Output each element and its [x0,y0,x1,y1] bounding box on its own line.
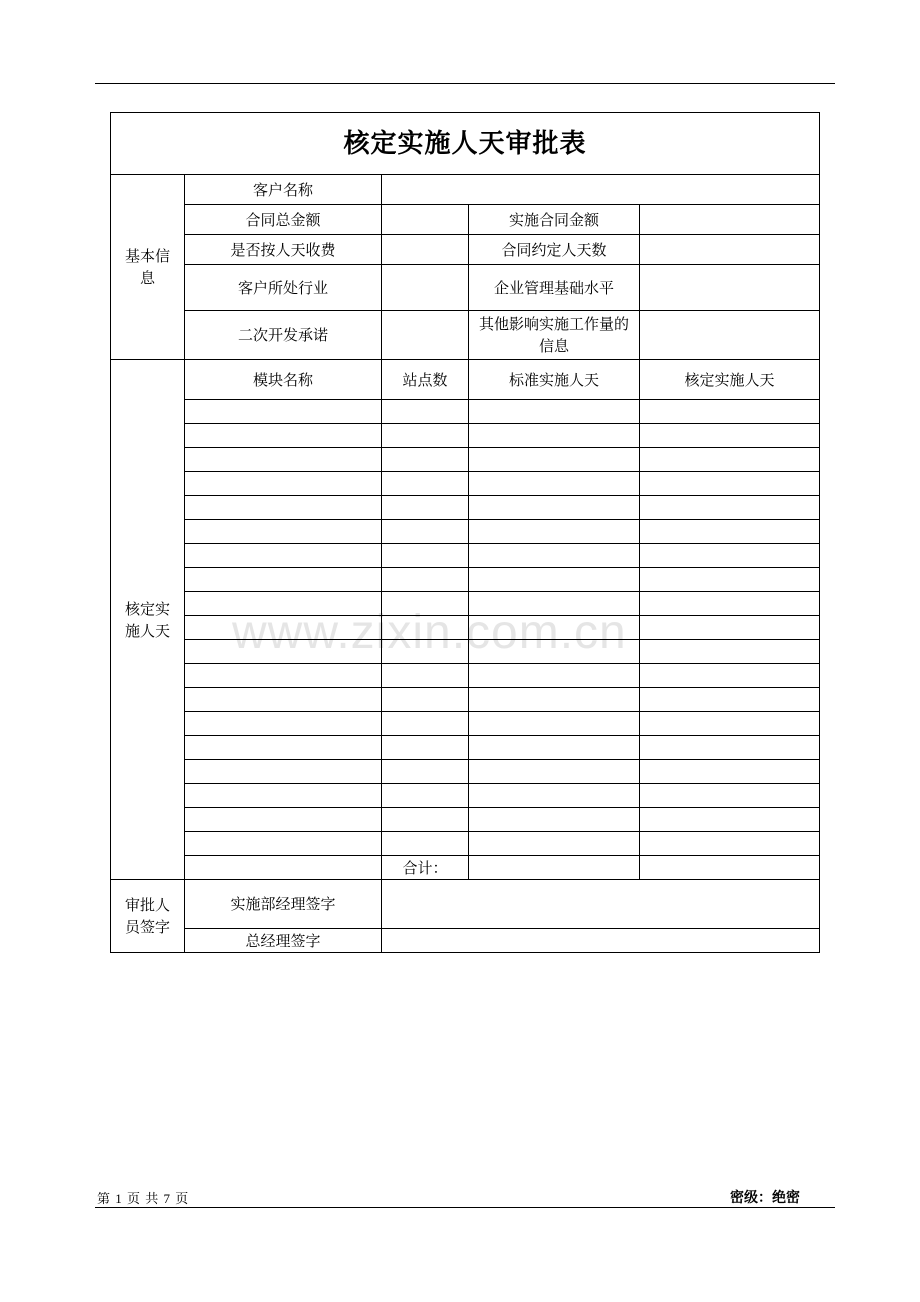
module-name-field[interactable] [185,640,382,664]
site-count-field[interactable] [382,568,469,592]
module-name-field[interactable] [185,616,382,640]
module-row [111,736,820,760]
gm-sign-label: 总经理签字 [185,929,382,953]
module-row [111,496,820,520]
module-name-field[interactable] [185,712,382,736]
site-count-field[interactable] [382,664,469,688]
classification-label: 密级：绝密 [730,1190,800,1206]
approved-days-field[interactable] [640,832,820,856]
module-name-field[interactable] [185,520,382,544]
module-row [111,448,820,472]
secondary-dev-field[interactable] [382,311,469,360]
contract-days-label: 合同约定人天数 [469,235,640,265]
approved-days-field[interactable] [640,808,820,832]
site-count-field[interactable] [382,808,469,832]
approved-days-field[interactable] [640,784,820,808]
site-count-field[interactable] [382,688,469,712]
module-name-field[interactable] [185,400,382,424]
standard-days-field[interactable] [469,400,640,424]
module-row [111,400,820,424]
header-rule [95,83,835,84]
approved-days-field[interactable] [640,592,820,616]
standard-days-field[interactable] [469,712,640,736]
contract-total-field[interactable] [382,205,469,235]
module-row [111,760,820,784]
standard-days-field[interactable] [469,664,640,688]
site-count-field[interactable] [382,496,469,520]
module-name-field[interactable] [185,544,382,568]
column-header-approved-days: 核定实施人天 [640,360,820,400]
impl-manager-sign-field[interactable] [382,880,820,929]
site-count-field[interactable] [382,544,469,568]
standard-days-field[interactable] [469,808,640,832]
industry-label: 客户所处行业 [185,265,382,311]
column-header-sites: 站点数 [382,360,469,400]
module-row [111,472,820,496]
other-info-label [469,311,640,360]
module-name-field[interactable] [185,808,382,832]
mgmt-level-label: 企业管理基础水平 [469,265,640,311]
footer-rule [95,1207,835,1208]
site-count-field[interactable] [382,424,469,448]
approved-days-field[interactable] [640,616,820,640]
module-row [111,592,820,616]
module-row [111,424,820,448]
column-header-standard-days: 标准实施人天 [469,360,640,400]
module-name-field[interactable] [185,496,382,520]
site-count-field[interactable] [382,472,469,496]
standard-days-field[interactable] [469,688,640,712]
module-name-field[interactable] [185,784,382,808]
module-row [111,808,820,832]
approved-days-field[interactable] [640,712,820,736]
impl-manager-sign-label: 实施部经理签字 [185,880,382,929]
approved-days-field[interactable] [640,424,820,448]
standard-days-field[interactable] [469,616,640,640]
approved-days-field[interactable] [640,400,820,424]
section-signatures-label: 审批人员签字 [124,896,170,936]
standard-days-field[interactable] [469,568,640,592]
gm-sign-field[interactable] [382,929,820,953]
site-count-field[interactable] [382,616,469,640]
total-label: 合计： [382,856,469,880]
standard-days-field[interactable] [469,760,640,784]
approved-days-field[interactable] [640,520,820,544]
contract-total-label: 合同总金额 [185,205,382,235]
section-basic-info-label: 基本信息 [124,247,170,287]
approved-days-field[interactable] [640,472,820,496]
standard-days-field[interactable] [469,736,640,760]
section-signatures [111,880,185,953]
site-count-field[interactable] [382,832,469,856]
standard-days-field[interactable] [469,544,640,568]
site-count-field[interactable] [382,712,469,736]
site-count-field[interactable] [382,760,469,784]
module-row [111,544,820,568]
standard-days-field[interactable] [469,424,640,448]
other-info-field[interactable] [640,311,820,360]
total-approved-days-field[interactable] [640,856,820,880]
approved-days-field[interactable] [640,544,820,568]
charge-by-day-field[interactable] [382,235,469,265]
approved-days-field[interactable] [640,568,820,592]
industry-field[interactable] [382,265,469,311]
other-info-label-text: 其他影响实施工作量的信息 [479,315,630,355]
site-count-field[interactable] [382,520,469,544]
form-title: 核定实施人天审批表 [111,113,820,175]
module-row [111,832,820,856]
section-basic-info [111,175,185,360]
approved-days-field[interactable] [640,496,820,520]
module-name-field[interactable] [185,664,382,688]
total-blank-cell [185,856,382,880]
site-count-field[interactable] [382,640,469,664]
customer-name-label: 客户名称 [185,175,382,205]
approved-days-field[interactable] [640,688,820,712]
contract-days-field[interactable] [640,235,820,265]
mgmt-level-field[interactable] [640,265,820,311]
module-row [111,712,820,736]
module-row [111,640,820,664]
customer-name-field[interactable] [382,175,820,205]
column-header-module: 模块名称 [185,360,382,400]
standard-days-field[interactable] [469,520,640,544]
module-row [111,616,820,640]
charge-by-day-label: 是否按人天收费 [185,235,382,265]
approved-days-field[interactable] [640,736,820,760]
standard-days-field[interactable] [469,448,640,472]
module-name-field[interactable] [185,472,382,496]
site-count-field[interactable] [382,592,469,616]
approved-days-field[interactable] [640,640,820,664]
module-name-field[interactable] [185,424,382,448]
module-row [111,568,820,592]
approved-days-field[interactable] [640,760,820,784]
module-name-field[interactable] [185,448,382,472]
module-row [111,520,820,544]
standard-days-field[interactable] [469,832,640,856]
module-row [111,688,820,712]
module-row [111,784,820,808]
site-count-field[interactable] [382,400,469,424]
module-name-field[interactable] [185,592,382,616]
module-row [111,664,820,688]
approved-days-field[interactable] [640,448,820,472]
standard-days-field[interactable] [469,640,640,664]
impl-contract-amount-field[interactable] [640,205,820,235]
site-count-field[interactable] [382,448,469,472]
secondary-dev-label: 二次开发承诺 [185,311,382,360]
standard-days-field[interactable] [469,496,640,520]
standard-days-field[interactable] [469,472,640,496]
module-name-field[interactable] [185,736,382,760]
page-info: 第 1 页 共 7 页 [97,1191,190,1206]
module-name-field[interactable] [185,568,382,592]
approval-form-table [110,112,820,953]
site-count-field[interactable] [382,784,469,808]
total-standard-days-field[interactable] [469,856,640,880]
module-name-field[interactable] [185,688,382,712]
section-approval-days-label: 核定实施人天 [124,599,170,640]
standard-days-field[interactable] [469,784,640,808]
impl-contract-amount-label: 实施合同金额 [469,205,640,235]
site-count-field[interactable] [382,736,469,760]
module-name-field[interactable] [185,832,382,856]
standard-days-field[interactable] [469,592,640,616]
module-name-field[interactable] [185,760,382,784]
section-approval-days [111,360,185,880]
approved-days-field[interactable] [640,664,820,688]
